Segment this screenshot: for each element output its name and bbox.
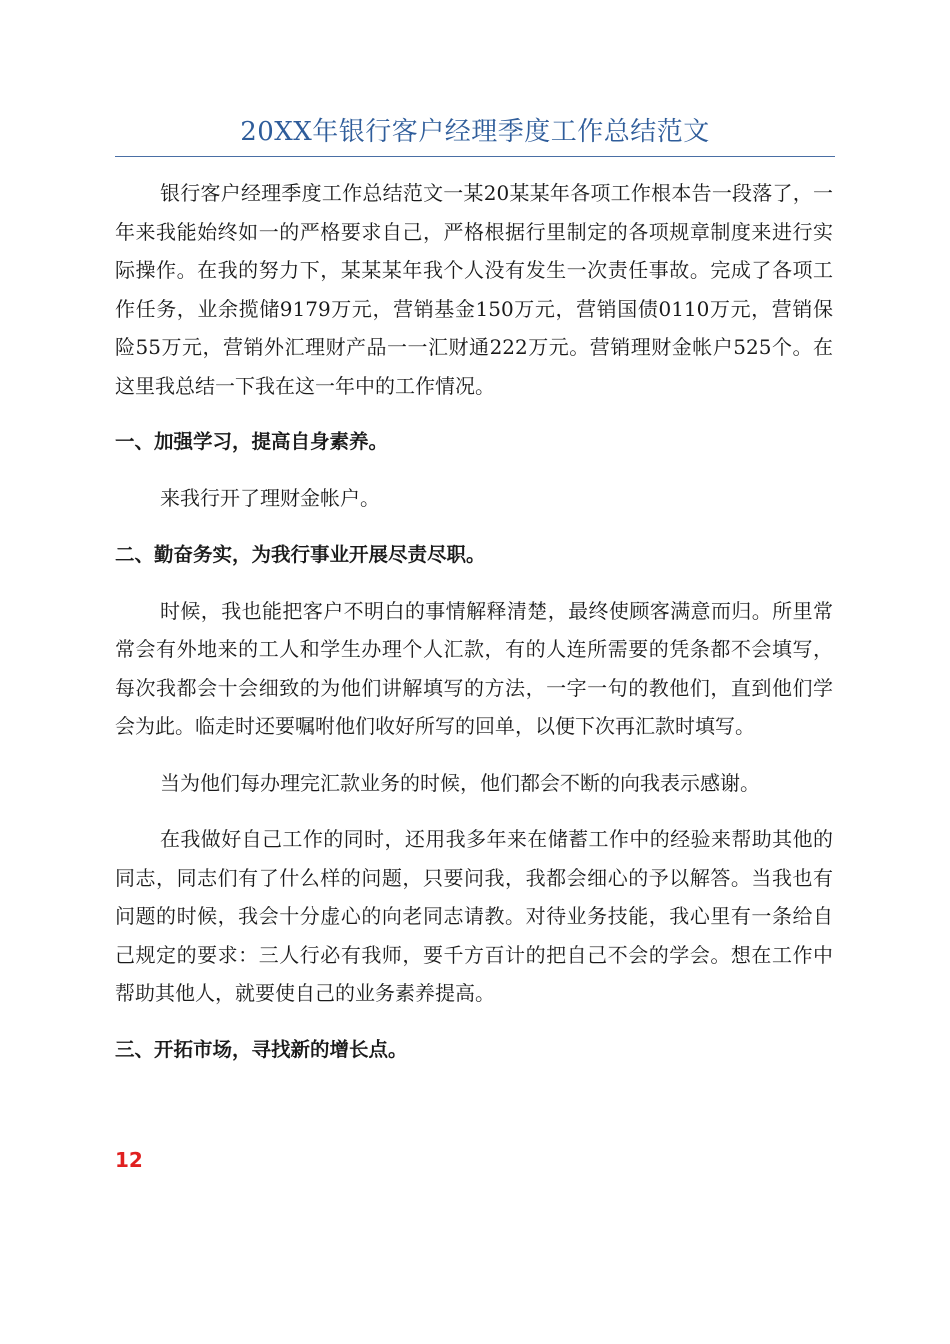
- section-2-paragraph-3: 在我做好自己工作的同时，还用我多年来在储蓄工作中的经验来帮助其他的同志，同志们有了什么样的问题，只要问我，我都会细心的予以解答。当我也有问题的时候，我会十分虚心的向老同志请教。对待业务技能，我心里有一条给自己规定的要求：三人行必有我师，要千方百计的把自己不会的学会。想在工作中帮助其他人，就要使自己的业务素养提高。: [115, 827, 833, 1005]
- section-2-heading: 二、勤奋务实，为我行事业开展尽责尽职。: [115, 542, 486, 566]
- section-3-heading: 三、开拓市场，寻找新的增长点。: [115, 1037, 408, 1061]
- section-1-heading: 一、加强学习，提高自身素养。: [115, 430, 389, 453]
- document-body: [115, 174, 833, 1069]
- document-title: 20XX年银行客户经理季度工作总结范文: [240, 117, 710, 147]
- page-number: 12: [115, 1148, 143, 1172]
- section-1-paragraph: 来我行开了理财金帐户。: [160, 486, 380, 510]
- title-block: [115, 112, 835, 157]
- section-2-paragraph-2: 当为他们每办理完汇款业务的时候，他们都会不断的向我表示感谢。: [160, 770, 760, 795]
- intro-paragraph: 银行客户经理季度工作总结范文一某20某某年各项工作根本告一段落了，一年来我能始终如一的严格要求自己，严格根据行里制定的各项规章制度来进行实际操作。在我的努力下，某某某年我个人没有发生一次责任事故。完成了各项工作任务，业余揽储9179万元，营销基金150万元，营销国债0110万元，营销保险55万元，营销外汇理财产品一一汇财通222万元。营销理财金帐户525个。在这里我总结一下我在这一年中的工作情况。: [115, 181, 833, 398]
- section-2-paragraph-1: 时候，我也能把客户不明白的事情解释清楚，最终使顾客满意而归。所里常常会有外地来的工人和学生办理个人汇款，有的人连所需要的凭条都不会填写，每次我都会十会细致的为他们讲解填写的方法，一字一句的教他们，直到他们学会为此。临走时还要嘱咐他们收好所写的回单，以便下次再汇款时填写。: [115, 598, 833, 738]
